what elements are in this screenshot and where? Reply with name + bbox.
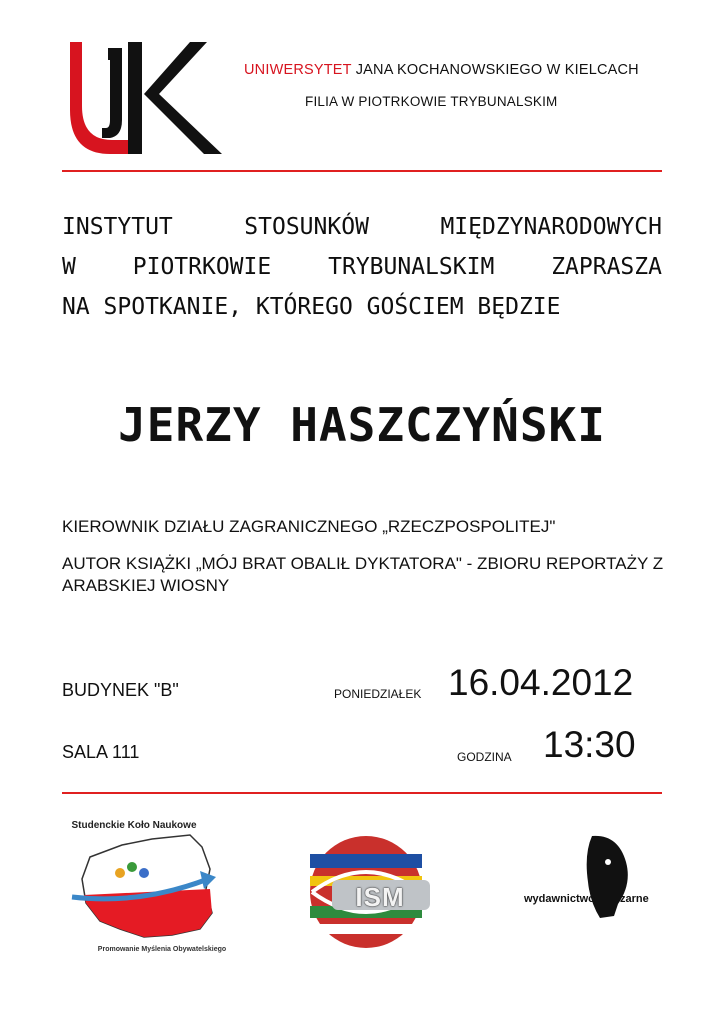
event-time: 13:30 xyxy=(543,724,636,765)
university-name-highlight: UNIWERSYTET xyxy=(244,62,352,78)
guest-book: AUTOR KSIĄŻKI „MÓJ BRAT OBALIŁ DYKTATORA" - ZBIORU REPORTAŻY Z ARABSKIEJ WIOSNY xyxy=(62,554,664,595)
guest-role: KIEROWNIK DZIAŁU ZAGRANICZNEGO „RZECZPOSPOLITEJ" xyxy=(62,517,556,536)
intro-word: W xyxy=(62,254,76,280)
person-icon xyxy=(115,868,125,878)
intro-word: MIĘDZYNARODOWYCH xyxy=(440,214,662,240)
flag-stripe xyxy=(310,854,422,868)
top-divider xyxy=(62,170,662,172)
university-name-rest: JANA KOCHANOWSKIEGO W KIELCACH xyxy=(351,62,639,78)
guest-name: JERZY HASZCZYŃSKI xyxy=(118,398,606,452)
logo-j-shape xyxy=(102,48,122,138)
event-date: 16.04.2012 xyxy=(448,662,634,703)
eye-icon xyxy=(605,859,611,865)
logo-k-shape xyxy=(128,42,222,154)
time-label: GODZINA xyxy=(457,750,512,764)
intro-word: INSTYTUT xyxy=(62,214,173,240)
face-profile-shape xyxy=(587,836,628,918)
building-label: BUDYNEK "B" xyxy=(62,680,179,700)
intro-line-1 xyxy=(62,207,662,247)
university-name xyxy=(244,62,639,78)
intro-word: ZAPRASZA xyxy=(551,254,662,280)
flag-stripe xyxy=(310,924,422,934)
publisher-name-b: zarne xyxy=(620,893,649,905)
intro-word: STOSUNKÓW xyxy=(244,214,369,240)
person-icon xyxy=(139,868,149,878)
person-icon xyxy=(127,862,137,872)
publisher-name-a: wydawnictwo xyxy=(524,893,595,905)
intro-line-2 xyxy=(62,247,662,287)
publisher-logo xyxy=(522,832,657,922)
student-club-subtitle: Promowanie Myślenia Obywatelskiego xyxy=(97,946,227,953)
intro-line-3: NA SPOTKANIE, KTÓREGO GOŚCIEM BĘDZIE xyxy=(62,294,561,320)
intro-text xyxy=(62,207,662,327)
university-logo xyxy=(62,36,227,154)
bottom-divider xyxy=(62,792,662,794)
student-club-logo xyxy=(60,817,260,957)
student-club-title: Studenckie Koło Naukowe xyxy=(71,820,197,831)
branch-name: FILIA W PIOTRKOWIE TRYBUNALSKIM xyxy=(305,94,558,109)
intro-word: PIOTRKOWIE xyxy=(132,254,272,280)
room-label: SALA 111 xyxy=(62,742,140,762)
ism-text: ISM xyxy=(355,882,405,912)
intro-word: TRYBUNALSKIM xyxy=(328,254,495,280)
day-label: PONIEDZIAŁEK xyxy=(334,687,422,701)
